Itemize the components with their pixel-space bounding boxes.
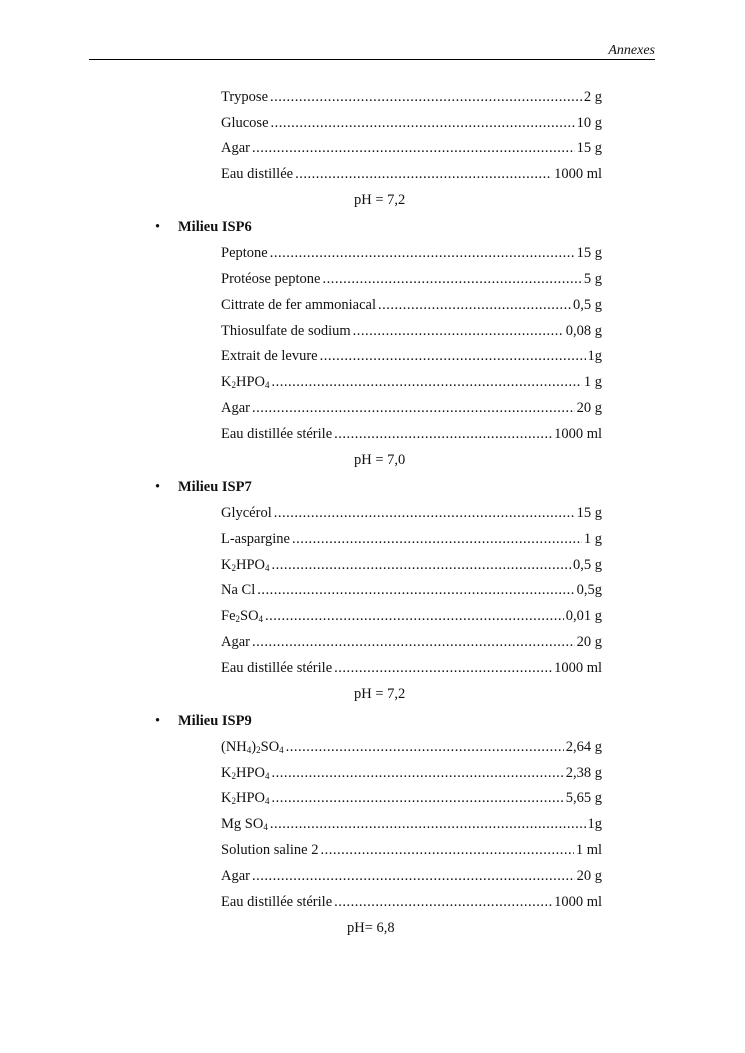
- ph-value: pH = 7,0: [354, 452, 406, 468]
- list-item: [221, 139, 602, 157]
- item-label: Trypose: [221, 89, 269, 105]
- leader-dots: [252, 867, 575, 885]
- list-item: [221, 165, 602, 183]
- item-label: Eau distillée stérile: [221, 660, 333, 676]
- leader-dots: [274, 504, 575, 522]
- item-quantity: 10 g: [576, 115, 602, 131]
- item-quantity: 1 g: [583, 531, 602, 547]
- item-label: Cittrate de fer ammoniacal: [221, 297, 376, 313]
- item-quantity: 0,5 g: [573, 557, 602, 573]
- list-item: [221, 841, 602, 859]
- item-label: $K_2HPO_4$: [221, 790, 270, 806]
- item-quantity: 15 g: [576, 505, 602, 521]
- ph-value: pH = 7,2: [354, 686, 406, 702]
- item-quantity: 0,08 g: [565, 323, 602, 339]
- bullet-icon: •: [155, 219, 161, 235]
- list-item: [221, 815, 602, 833]
- item-label: $K_2HPO_4$: [221, 557, 270, 573]
- list-item: [221, 244, 602, 262]
- page-header-title: Annexes: [608, 43, 655, 58]
- item-quantity: 1g: [587, 816, 602, 832]
- leader-dots: [378, 296, 571, 314]
- item-quantity: 1 g: [583, 374, 602, 390]
- list-item: [221, 581, 602, 599]
- list-item: [221, 504, 602, 522]
- list-item: [221, 764, 602, 782]
- item-label: Peptone: [221, 245, 268, 261]
- list-item: [221, 425, 602, 443]
- item-label: Eau distillée: [221, 166, 294, 182]
- list-item: [221, 659, 602, 677]
- item-label: Thiosulfate de sodium: [221, 323, 351, 339]
- item-quantity: 20 g: [576, 868, 602, 884]
- leader-dots: [272, 764, 564, 782]
- item-label: Protéose peptone: [221, 271, 321, 287]
- list-item: [221, 867, 602, 885]
- header-rule: [89, 59, 655, 60]
- leader-dots: [320, 347, 586, 365]
- item-label: Extrait de levure: [221, 348, 318, 364]
- list-item: [221, 347, 602, 365]
- item-label: Glucose: [221, 115, 269, 131]
- item-label: Agar: [221, 400, 250, 416]
- item-label: Agar: [221, 868, 250, 884]
- leader-dots: [295, 165, 552, 183]
- list-item: [221, 633, 602, 651]
- item-label: Eau distillée stérile: [221, 426, 333, 442]
- leader-dots: [272, 556, 572, 574]
- item-quantity: 1 ml: [575, 842, 602, 858]
- item-label: Agar: [221, 634, 250, 650]
- leader-dots: [292, 530, 582, 548]
- leader-dots: [270, 815, 586, 833]
- item-quantity: 0,5 g: [573, 297, 602, 313]
- leader-dots: [257, 581, 574, 599]
- item-quantity: 0,01 g: [565, 608, 602, 624]
- list-item: [221, 270, 602, 288]
- bullet-icon: •: [155, 713, 161, 729]
- ph-value: pH = 7,2: [354, 192, 406, 208]
- item-quantity: 2 g: [583, 89, 602, 105]
- item-label: Solution saline 2: [221, 842, 319, 858]
- leader-dots: [265, 607, 564, 625]
- list-item: [221, 322, 602, 340]
- item-label: $Fe_2SO_4$: [221, 608, 264, 624]
- item-quantity: 20 g: [576, 634, 602, 650]
- item-quantity: 5,65 g: [565, 790, 602, 806]
- leader-dots: [271, 114, 575, 132]
- leader-dots: [252, 139, 575, 157]
- item-label: Eau distillée stérile: [221, 894, 333, 910]
- list-item: [221, 607, 602, 625]
- leader-dots: [353, 322, 564, 340]
- section-heading-isp7: [155, 478, 252, 496]
- section-heading-isp6: [155, 218, 252, 236]
- leader-dots: [322, 270, 581, 288]
- item-quantity: 2,38 g: [565, 765, 602, 781]
- list-item: [221, 556, 602, 574]
- leader-dots: [334, 659, 552, 677]
- list-item: [221, 296, 602, 314]
- item-label: Mg $SO_4$: [221, 816, 268, 832]
- item-label: Glycérol: [221, 505, 272, 521]
- leader-dots: [334, 893, 552, 911]
- list-item: [221, 738, 602, 756]
- list-item: [221, 789, 602, 807]
- list-item: [221, 88, 602, 106]
- item-label: $K_2HPO_4$: [221, 765, 270, 781]
- item-quantity: 20 g: [576, 400, 602, 416]
- item-quantity: 2,64 g: [565, 739, 602, 755]
- item-label: $(NH_4)_2SO_4$: [221, 739, 284, 755]
- item-quantity: 1000 ml: [554, 166, 602, 182]
- leader-dots: [286, 738, 564, 756]
- item-quantity: 1000 ml: [554, 660, 602, 676]
- bullet-icon: •: [155, 479, 161, 495]
- leader-dots: [252, 399, 575, 417]
- section-title: Milieu ISP9: [178, 713, 252, 729]
- leader-dots: [272, 789, 564, 807]
- leader-dots: [272, 373, 582, 391]
- leader-dots: [270, 88, 582, 106]
- list-item: [221, 893, 602, 911]
- list-item: [221, 530, 602, 548]
- item-quantity: 5 g: [583, 271, 602, 287]
- item-quantity: 0,5g: [576, 582, 602, 598]
- section-title: Milieu ISP7: [178, 479, 252, 495]
- section-heading-isp9: [155, 712, 252, 730]
- item-label: Agar: [221, 140, 250, 156]
- item-label: L-aspargine: [221, 531, 290, 547]
- item-label: Na Cl: [221, 582, 256, 598]
- list-item: [221, 373, 602, 391]
- item-quantity: 1g: [587, 348, 602, 364]
- item-quantity: 15 g: [576, 140, 602, 156]
- leader-dots: [320, 841, 573, 859]
- item-quantity: 1000 ml: [554, 426, 602, 442]
- ph-value: pH= 6,8: [347, 920, 395, 936]
- item-quantity: 1000 ml: [554, 894, 602, 910]
- item-quantity: 15 g: [576, 245, 602, 261]
- leader-dots: [334, 425, 552, 443]
- leader-dots: [252, 633, 575, 651]
- leader-dots: [270, 244, 575, 262]
- item-label: $K_2HPO_4$: [221, 374, 270, 390]
- list-item: [221, 114, 602, 132]
- list-item: [221, 399, 602, 417]
- section-title: Milieu ISP6: [178, 219, 252, 235]
